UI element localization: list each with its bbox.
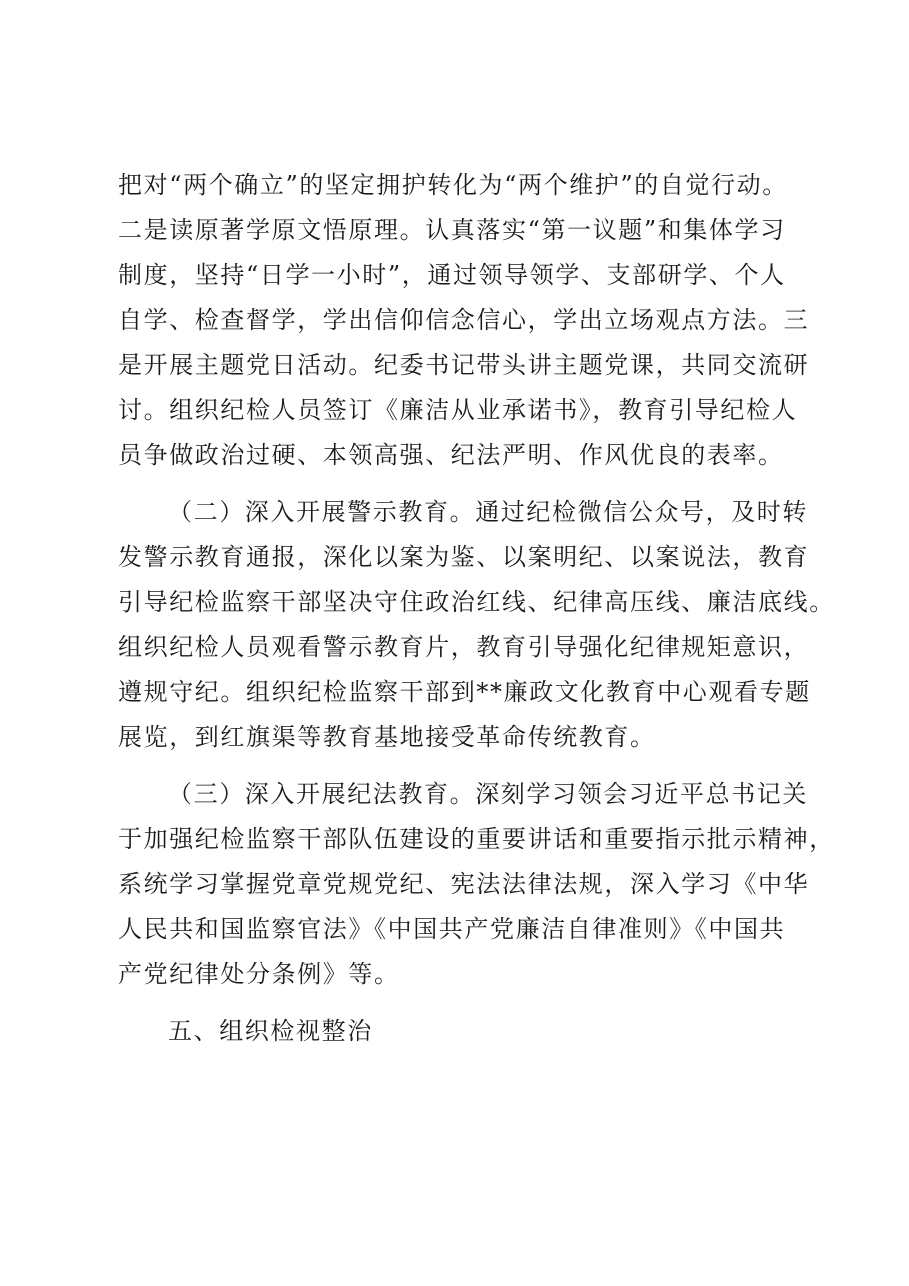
text-line: 系统学习掌握党章党规党纪、宪法法律法规，深入学习《中华 (118, 870, 810, 898)
text-line: 遵规守纪。组织纪检监察干部到**廉政文化教育中心观看专题 (118, 678, 811, 706)
text-line: 二是读原著学原文悟原理。认真落实“第一议题”和集体学习 (118, 216, 786, 244)
text-line: 发警示教育通报，深化以案为鉴、以案明纪、以案说法，教育 (118, 543, 810, 571)
text-line: 讨。组织纪检人员签订《廉洁从业承诺书》，教育引导纪检人 (118, 396, 798, 424)
text-line: 制度，坚持“日学一小时”，通过领导领学、支部研学、个人 (118, 261, 786, 289)
text-line: 于加强纪检监察干部队伍建设的重要讲话和重要指示批示精神， (118, 825, 835, 853)
text-line: 把对“两个确立”的坚定拥护转化为“两个维护”的自觉行动。 (118, 171, 788, 199)
text-line: 员争做政治过硬、本领高强、纪法严明、作风优良的表率。 (118, 441, 784, 469)
text-line: 产党纪律处分条例》等。 (118, 960, 400, 988)
text-line: 引导纪检监察干部坚决守住政治红线、纪律高压线、廉洁底线。 (118, 588, 835, 616)
section-title: 五、组织检视整治 (168, 1017, 373, 1045)
section-heading-line: （三）深入开展纪法教育。深刻学习领会习近平总书记关 (168, 780, 808, 808)
text-line: 展览，到红旗渠等教育基地接受革命传统教育。 (118, 723, 656, 751)
text-line: 是开展主题党日活动。纪委书记带头讲主题党课，共同交流研 (118, 351, 810, 379)
text-line: 自学、检查督学，学出信仰信念信心，学出立场观点方法。三 (118, 306, 810, 334)
text-line: 人民共和国监察官法》《中国共产党廉洁自律准则》《中国共 (118, 915, 786, 943)
section-heading-line: （二）深入开展警示教育。通过纪检微信公众号，及时转 (168, 498, 808, 526)
text-line: 组织纪检人员观看警示教育片，教育引导强化纪律规矩意识， (118, 633, 810, 661)
